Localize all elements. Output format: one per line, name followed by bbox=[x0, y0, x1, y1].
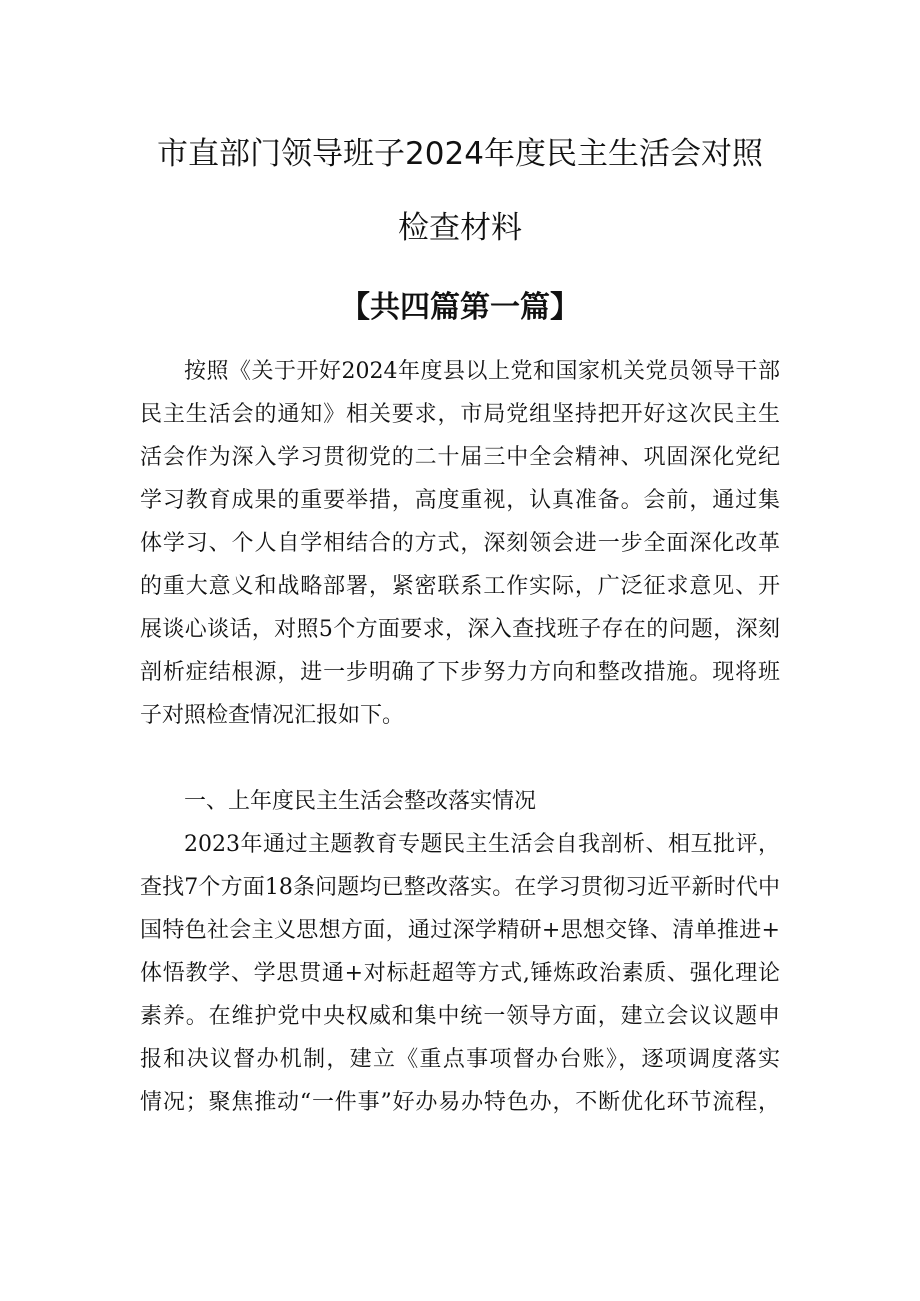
paragraph-line: 素养。在维护党中央权威和集中统一领导方面，建立会议议题申 bbox=[140, 1004, 780, 1029]
document-subtitle: 【共四篇第一篇】 bbox=[340, 290, 580, 325]
paragraph-line: 展谈心谈话，对照5个方面要求，深入查找班子存在的问题，深刻 bbox=[140, 617, 780, 642]
paragraph-line: 体悟教学、学思贯通+对标赶超等方式,锤炼政治素质、强化理论 bbox=[140, 961, 780, 986]
paragraph-line: 活会作为深入学习贯彻党的二十届三中全会精神、巩固深化党纪 bbox=[140, 445, 780, 470]
paragraph-line: 2023年通过主题教育专题民主生活会自我剖析、相互批评， bbox=[184, 832, 780, 857]
paragraph-line: 查找7个方面18条问题均已整改落实。在学习贯彻习近平新时代中 bbox=[140, 875, 780, 900]
paragraph-line: 体学习、个人自学相结合的方式，深刻领会进一步全面深化改革 bbox=[140, 531, 780, 556]
paragraph-line: 按照《关于开好2024年度县以上党和国家机关党员领导干部 bbox=[184, 359, 780, 384]
paragraph-2 bbox=[140, 823, 780, 1124]
paragraph-line: 子对照检查情况汇报如下。 bbox=[140, 703, 405, 728]
paragraph-line: 报和决议督办机制，建立《重点事项督办台账》，逐项调度落实 bbox=[140, 1047, 780, 1072]
paragraph-line: 的重大意义和战略部署，紧密联系工作实际，广泛征求意见、开 bbox=[140, 574, 780, 599]
paragraph-line: 民主生活会的通知》相关要求，市局党组坚持把开好这次民主生 bbox=[140, 402, 780, 427]
section-heading-1 bbox=[140, 780, 780, 823]
document-title-line-1: 市直部门领导班子2024年度民主生活会对照 bbox=[157, 136, 763, 172]
document-title-line-2: 检查材料 bbox=[398, 210, 522, 246]
paragraph-line: 情况；聚焦推动“一件事”好办易办特色办，不断优化环节流程， bbox=[140, 1090, 780, 1115]
paragraph-line: 剖析症结根源，进一步明确了下步努力方向和整改措施。现将班 bbox=[140, 660, 780, 685]
paragraph-line: 国特色社会主义思想方面，通过深学精研+思想交锋、清单推进+ bbox=[140, 918, 780, 943]
paragraph-line: 学习教育成果的重要举措，高度重视，认真准备。会前，通过集 bbox=[140, 488, 780, 513]
paragraph-1 bbox=[140, 350, 780, 737]
section-heading-text: 一、上年度民主生活会整改落实情况 bbox=[184, 789, 537, 814]
